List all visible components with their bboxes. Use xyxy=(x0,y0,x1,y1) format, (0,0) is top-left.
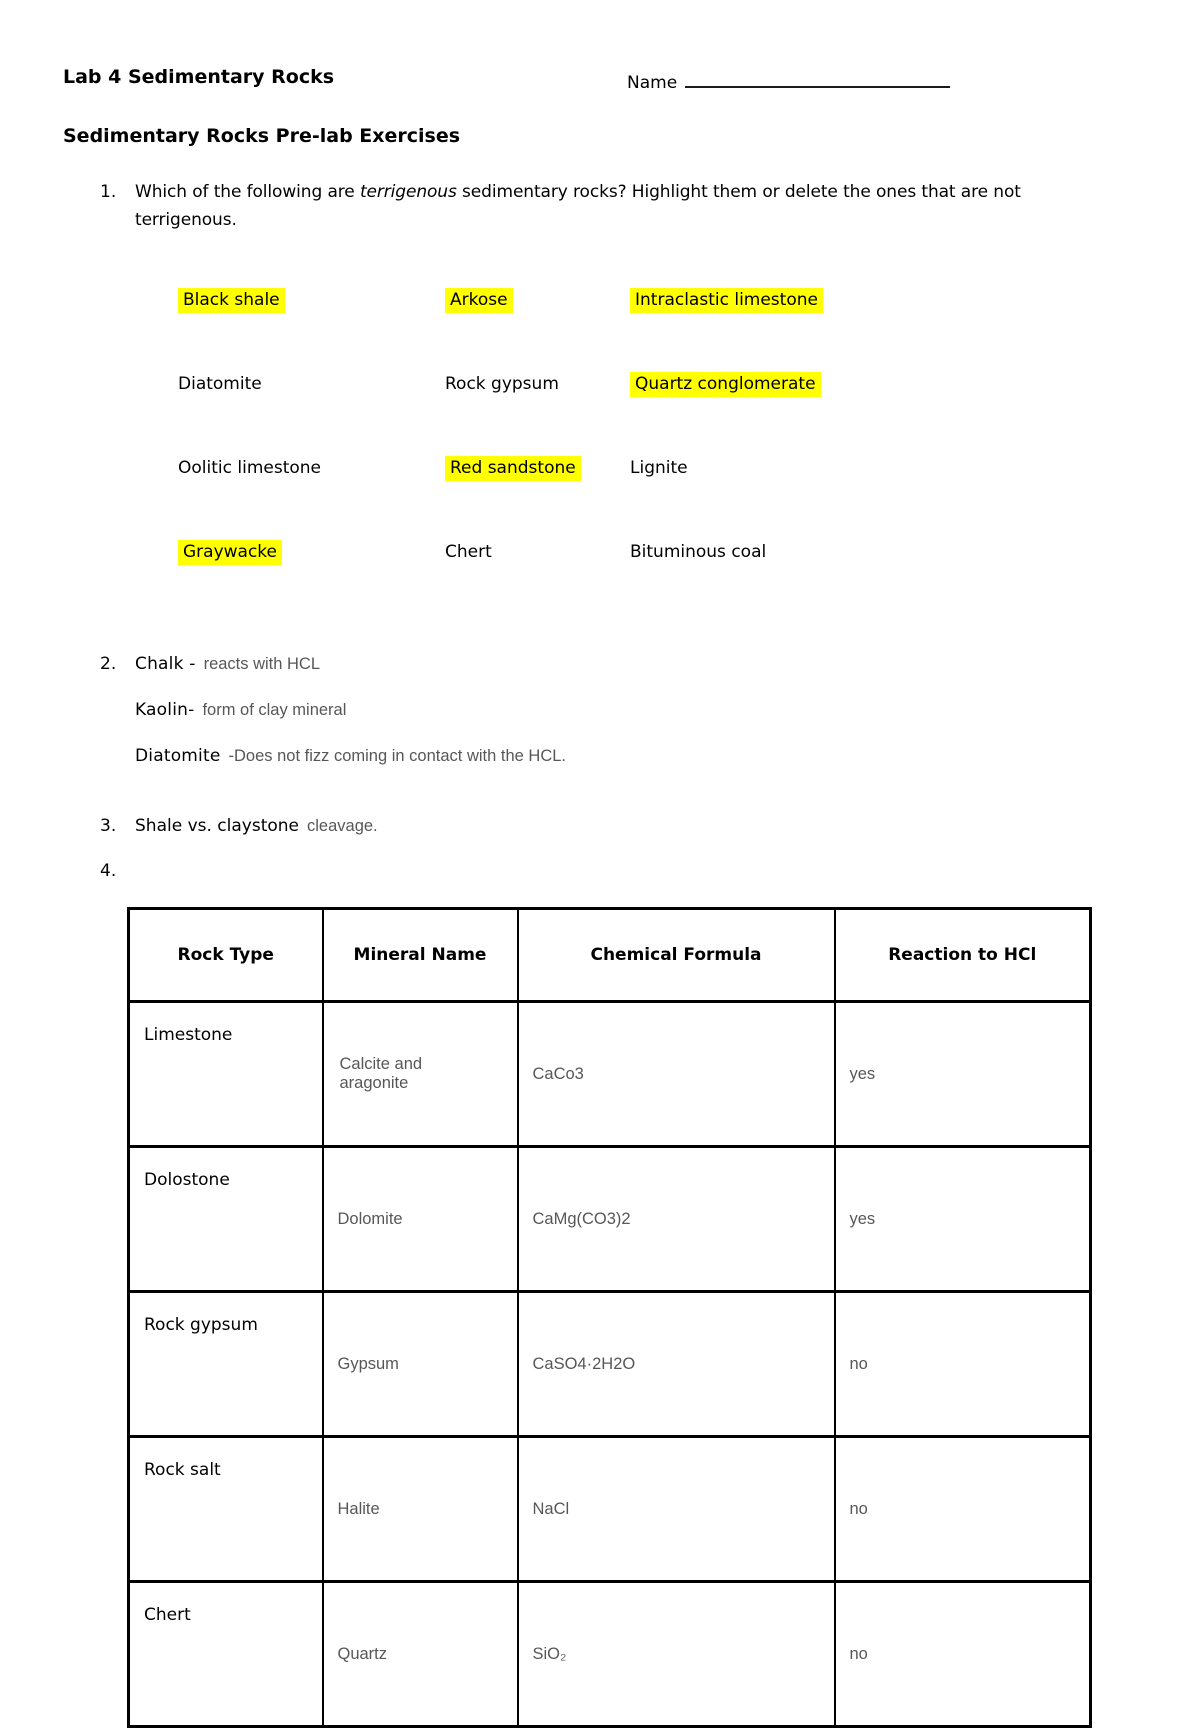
cell-reaction: yes xyxy=(849,1210,876,1228)
cell-rock-type: Rock salt xyxy=(129,1437,323,1582)
question-2-number: 2. xyxy=(100,654,117,674)
cell-reaction: yes xyxy=(849,1065,876,1083)
answer-diatomite: -Does not fizz coming in contact with the HCL. xyxy=(228,747,566,765)
cell-mineral: Gypsum xyxy=(337,1355,399,1373)
cell-formula: CaMg(CO3)2 xyxy=(532,1210,631,1228)
question-3-number: 3. xyxy=(100,816,117,836)
answer-chalk: reacts with HCL xyxy=(203,655,321,673)
answer-kaolin: form of clay mineral xyxy=(202,701,347,719)
question-2-line-2 xyxy=(63,700,1137,720)
term-chalk: Chalk - xyxy=(135,654,196,674)
header-reaction-hcl: Reaction to HCl xyxy=(835,909,1091,1002)
header-mineral-name: Mineral Name xyxy=(323,909,518,1002)
rock-option: Lignite xyxy=(630,458,688,478)
term-kaolin: Kaolin- xyxy=(135,700,195,720)
rock-option: Bituminous coal xyxy=(630,542,767,562)
rock-properties-table xyxy=(127,907,1092,1728)
cell-mineral: Halite xyxy=(337,1500,380,1518)
document-header xyxy=(63,66,1137,96)
rock-option: Chert xyxy=(445,542,492,562)
rock-option: Intraclastic limestone xyxy=(630,288,823,313)
table-row xyxy=(129,1002,1091,1147)
cell-formula: NaCl xyxy=(532,1500,570,1518)
cell-mineral: Calcite and aragonite xyxy=(339,1055,423,1092)
rock-option: Black shale xyxy=(178,288,285,313)
question-4 xyxy=(63,861,1137,881)
cell-reaction: no xyxy=(849,1355,868,1373)
question-2-line-1 xyxy=(63,654,1137,674)
question-3-text: Shale vs. claystone xyxy=(135,816,299,836)
cell-reaction: no xyxy=(849,1645,868,1663)
terrigenous-italic: terrigenous xyxy=(359,182,457,202)
question-4-number: 4. xyxy=(100,861,117,881)
name-blank-line xyxy=(685,66,950,88)
section-subtitle: Sedimentary Rocks Pre-lab Exercises xyxy=(63,125,461,147)
cell-formula: SiO₂ xyxy=(532,1645,567,1663)
cell-reaction: no xyxy=(849,1500,868,1518)
question-3-answer: cleavage. xyxy=(307,817,378,835)
rock-option: Arkose xyxy=(445,288,513,313)
cell-rock-type: Chert xyxy=(129,1582,323,1727)
question-2 xyxy=(63,654,1137,766)
rock-option: Red sandstone xyxy=(445,456,581,481)
question-3 xyxy=(63,816,1137,836)
cell-mineral: Quartz xyxy=(337,1645,388,1663)
table-header-row xyxy=(129,909,1091,1002)
table-row xyxy=(129,1147,1091,1292)
name-label: Name xyxy=(627,73,678,93)
cell-rock-type: Dolostone xyxy=(129,1147,323,1292)
rock-options-grid xyxy=(178,290,1137,626)
rock-option: Oolitic limestone xyxy=(178,458,321,478)
table-row xyxy=(129,1437,1091,1582)
question-1-text: Which of the following are terrigenous sedimentary rocks? Highlight them or delete the ones that are not terrigenous. xyxy=(135,182,1021,230)
question-2-line-3 xyxy=(63,746,1137,766)
name-field-group xyxy=(627,66,950,93)
cell-formula: CaCo3 xyxy=(532,1065,584,1083)
rock-option: Quartz conglomerate xyxy=(630,372,821,397)
term-diatomite: Diatomite xyxy=(135,746,221,766)
page-title: Lab 4 Sedimentary Rocks xyxy=(63,66,335,88)
rock-option: Graywacke xyxy=(178,540,282,565)
rock-option: Diatomite xyxy=(178,374,262,394)
question-1-number: 1. xyxy=(100,182,117,202)
header-chemical-formula: Chemical Formula xyxy=(518,909,835,1002)
question-1 xyxy=(63,178,1137,234)
cell-formula: CaSO4·2H2O xyxy=(532,1355,636,1373)
cell-mineral: Dolomite xyxy=(337,1210,403,1228)
rock-option: Rock gypsum xyxy=(445,374,559,394)
cell-rock-type: Rock gypsum xyxy=(129,1292,323,1437)
table-row xyxy=(129,1292,1091,1437)
table-row xyxy=(129,1582,1091,1727)
header-rock-type: Rock Type xyxy=(129,909,323,1002)
cell-rock-type: Limestone xyxy=(129,1002,323,1147)
